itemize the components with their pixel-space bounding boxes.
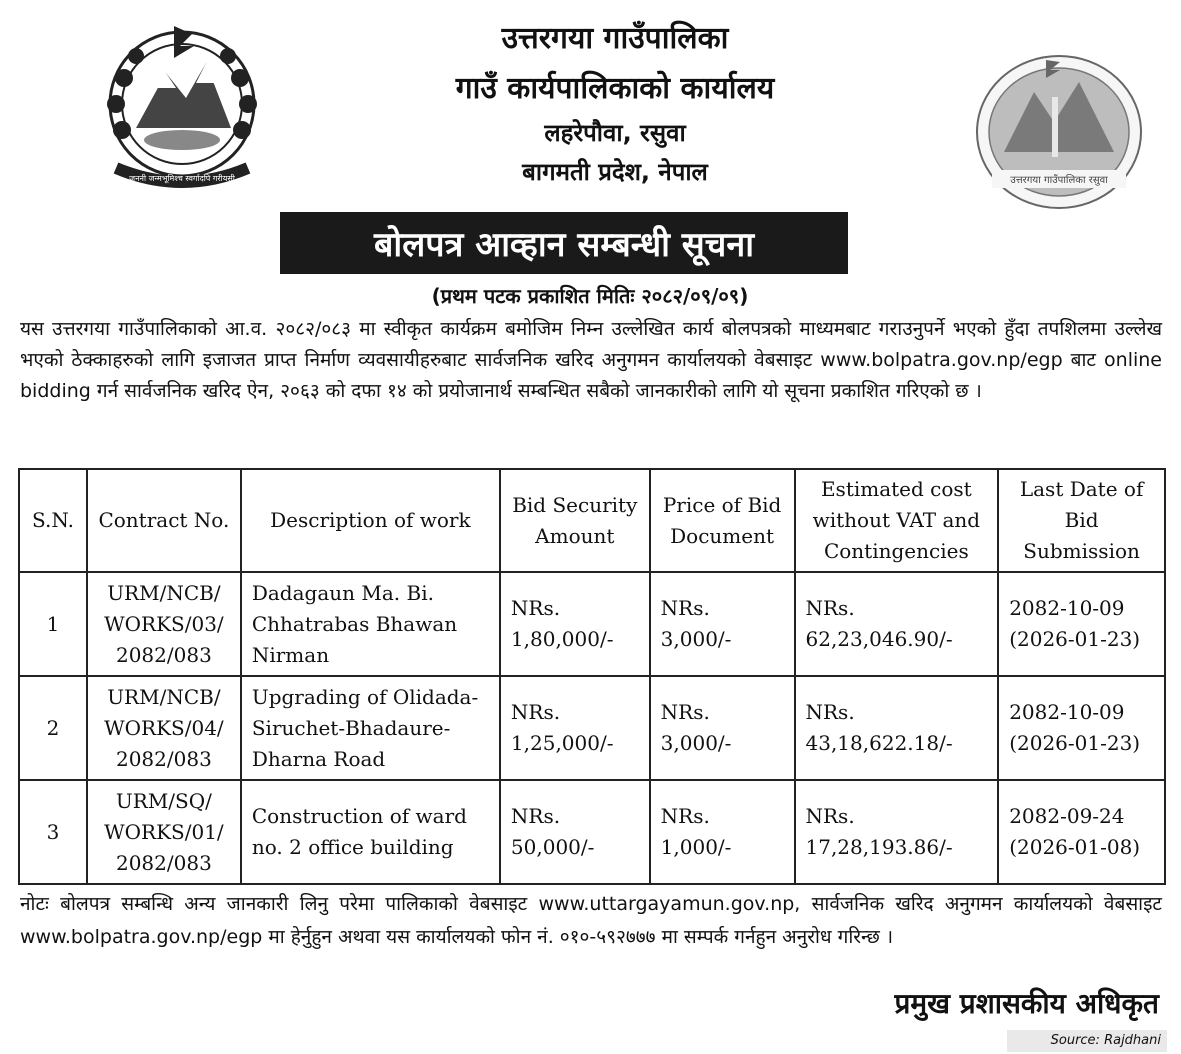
- cell-contract: URM/NCB/ WORKS/04/ 2082/083: [87, 676, 241, 780]
- municipality-seal-logo: [974, 52, 1144, 212]
- cell-description: Dadagaun Ma. Bi. Chhatrabas Bhawan Nirman: [241, 572, 500, 676]
- cell-price: NRs. 3,000/-: [650, 676, 795, 780]
- cell-contract: URM/NCB/ WORKS/03/ 2082/083: [87, 572, 241, 676]
- office-header: [300, 14, 930, 192]
- emblem-motto: जननी जन्मभूमिश्च स्वर्गादपि गरीयसी: [129, 174, 235, 183]
- table-row: [19, 572, 1165, 676]
- header-last-date: Last Date of Bid Submission: [998, 469, 1165, 572]
- intro-paragraph: यस उत्तरगया गाउँपालिकाको आ.व. २०८२/०८३ मा स्वीकृत कार्यक्रम बमोजिम निम्न उल्लेखित कार्य बोलपत्रको माध्यमबाट गराउनुपर्ने भएको हुँदा तपशिलमा उल्लेख भएको ठेक्काहरुको लागि इजाजत प्राप्त निर्माण व्यवसायीहरुबाट सार्वजनिक खरिद अनुगमन कार्यालयको वेबसाइट www.bolpatra.gov.np/egp बाट online bidding गर्न सार्वजनिक खरिद ऐन, २०६३ को दफा १४ को प्रयोजानार्थ सम्बन्धित सबैको जानकारीको लागि यो सूचना प्रकाशित गरिएको छ ।: [20, 318, 1162, 402]
- notice-title-banner: बोलपत्र आव्हान सम्बन्धी सूचना: [280, 212, 848, 274]
- note-paragraph: नोटः बोलपत्र सम्बन्धि अन्य जानकारी लिनु परेमा पालिकाको वेबसाइट www.uttargayamun.gov.np, सार्वजनिक खरिद अनुगमन कार्यालयको वेबसाइट www.bolpatra.gov.np/egp मा हेर्नुहुन अथवा यस कार्यालयको फोन नं. ०१०-५९२७७७ मा सम्पर्क गर्नहुन अनुरोध गरिन्छ ।: [20, 893, 1162, 948]
- cell-date: 2082-10-09 (2026-01-23): [998, 572, 1165, 676]
- cell-estimate: NRs. 17,28,193.86/-: [795, 780, 999, 884]
- cell-description: Construction of ward no. 2 office building: [241, 780, 500, 884]
- cell-price: NRs. 1,000/-: [650, 780, 795, 884]
- municipality-name: उत्तरगया गाउँपालिका: [501, 21, 729, 56]
- source-credit: Source: Rajdhani: [1007, 1030, 1167, 1052]
- header-contract-no: Contract No.: [87, 469, 241, 572]
- cell-security: NRs. 1,80,000/-: [500, 572, 650, 676]
- office-name: गाउँ कार्यपालिकाको कार्यालय: [455, 71, 775, 106]
- cell-description: Upgrading of Olidada-Siruchet-Bhadaure-Dharna Road: [241, 676, 500, 780]
- header-bid-security: Bid Security Amount: [500, 469, 650, 572]
- bid-table: [18, 468, 1166, 885]
- cell-date: 2082-09-24 (2026-01-08): [998, 780, 1165, 884]
- seal-text: उत्तरगया गाउँपालिका रसुवा: [1010, 175, 1108, 186]
- cell-sn: 2: [19, 676, 87, 780]
- nepal-emblem-logo: [96, 18, 268, 196]
- cell-date: 2082-10-09 (2026-01-23): [998, 676, 1165, 780]
- table-row: [19, 676, 1165, 780]
- header-bid-price: Price of Bid Document: [650, 469, 795, 572]
- province-country: बागमती प्रदेश, नेपाल: [522, 158, 708, 186]
- cell-contract: URM/SQ/ WORKS/01/ 2082/083: [87, 780, 241, 884]
- table-row: [19, 780, 1165, 884]
- table-header-row: [19, 469, 1165, 572]
- cell-estimate: NRs. 43,18,622.18/-: [795, 676, 999, 780]
- cell-price: NRs. 3,000/-: [650, 572, 795, 676]
- header-estimated-cost: Estimated cost without VAT and Contingencies: [795, 469, 999, 572]
- signatory-title: प्रमुख प्रशासकीय अधिकृत: [894, 987, 1159, 1020]
- header-sn: S.N.: [19, 469, 87, 572]
- cell-sn: 3: [19, 780, 87, 884]
- publication-date: (प्रथम पटक प्रकाशित मितिः २०८२/०९/०९): [431, 284, 749, 308]
- cell-security: NRs. 50,000/-: [500, 780, 650, 884]
- cell-estimate: NRs. 62,23,046.90/-: [795, 572, 999, 676]
- cell-security: NRs. 1,25,000/-: [500, 676, 650, 780]
- header-description: Description of work: [241, 469, 500, 572]
- office-location: लहरेपौवा, रसुवा: [544, 119, 686, 147]
- cell-sn: 1: [19, 572, 87, 676]
